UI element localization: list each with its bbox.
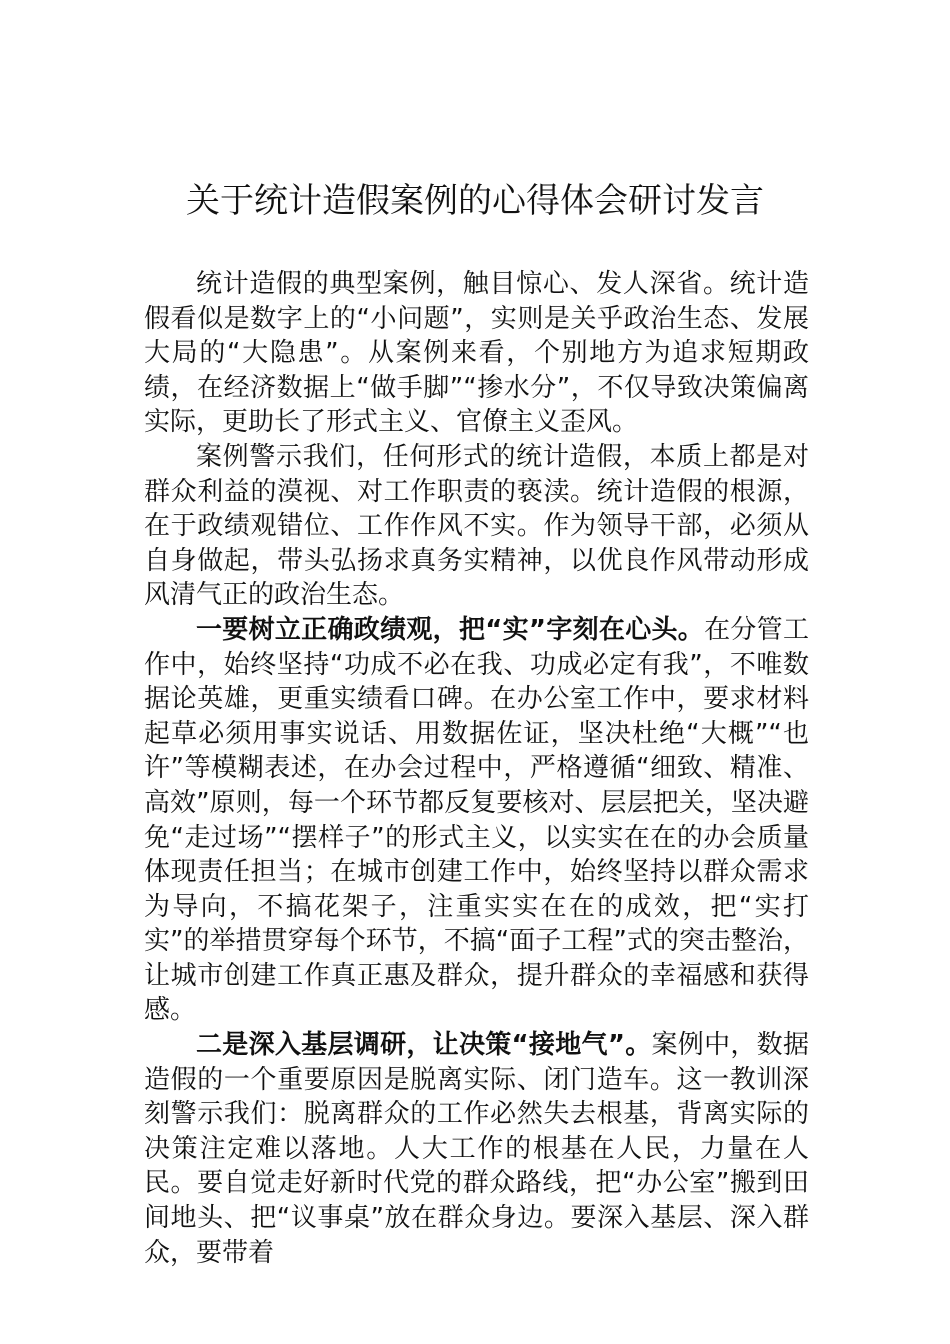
paragraph-3-lead: 一要树立正确政绩观，把“实”字刻在心头。 bbox=[196, 614, 705, 645]
paragraph-4 bbox=[144, 1028, 809, 1270]
paragraph-1 bbox=[144, 267, 809, 440]
paragraph-2-text: 案例警示我们，任何形式的统计造假，本质上都是对群众利益的漠视、对工作职责的亵渎。统计造假的根源，在于政绩观错位、工作作风不实。作为领导干部，必须从自身做起，带头弘扬求真务实精神，以优良作风带动形成风清气正的政治生态。 bbox=[144, 441, 809, 611]
paragraph-4-lead: 二是深入基层调研，让决策“接地气”。 bbox=[196, 1030, 652, 1061]
paragraph-2 bbox=[144, 440, 809, 613]
document-body bbox=[144, 267, 809, 1270]
paragraph-3-text: 在分管工作中，始终坚持“功成不必在我、功成必定有我”，不唯数据论英雄，更重实绩看口碑。在办公室工作中，要求材料起草必须用事实说话、用数据佐证，坚决杜绝“大概”“也许”等模糊表述，在办会过程中，严格遵循“细致、精准、高效”原则，每一个环节都反复要核对、层层把关，坚决避免“走过场”“摆样子”的形式主义，以实实在在的办会质量体现责任担当；在城市创建工作中，始终坚持以群众需求为导向，不搞花架子，注重实实在在的成效，把“实打实”的举措贯穿每个环节，不搞“面子工程”式的突击整治，让城市创建工作真正惠及群众，提升群众的幸福感和获得感。 bbox=[144, 614, 809, 1026]
paragraph-1-text: 统计造假的典型案例，触目惊心、发人深省。统计造假看似是数字上的“小问题”，实则是关乎政治生态、发展大局的“大隐患”。从案例来看，个别地方为追求短期政绩，在经济数据上“做手脚”“掺水分”，不仅导致决策偏离实际，更助长了形式主义、官僚主义歪风。 bbox=[144, 269, 809, 438]
document-title: 关于统计造假案例的心得体会研讨发言 bbox=[186, 181, 764, 221]
paragraph-4-text: 案例中，数据造假的一个重要原因是脱离实际、闭门造车。这一教训深刻警示我们：脱离群众的工作必然失去根基，背离实际的决策注定难以落地。人大工作的根基在人民，力量在人民。要自觉走好新时代党的群众路线，把“办公室”搬到田间地头、把“议事桌”放在群众身边。要深入基层、深入群众，要带着 bbox=[144, 1030, 809, 1268]
paragraph-3 bbox=[144, 613, 809, 1028]
